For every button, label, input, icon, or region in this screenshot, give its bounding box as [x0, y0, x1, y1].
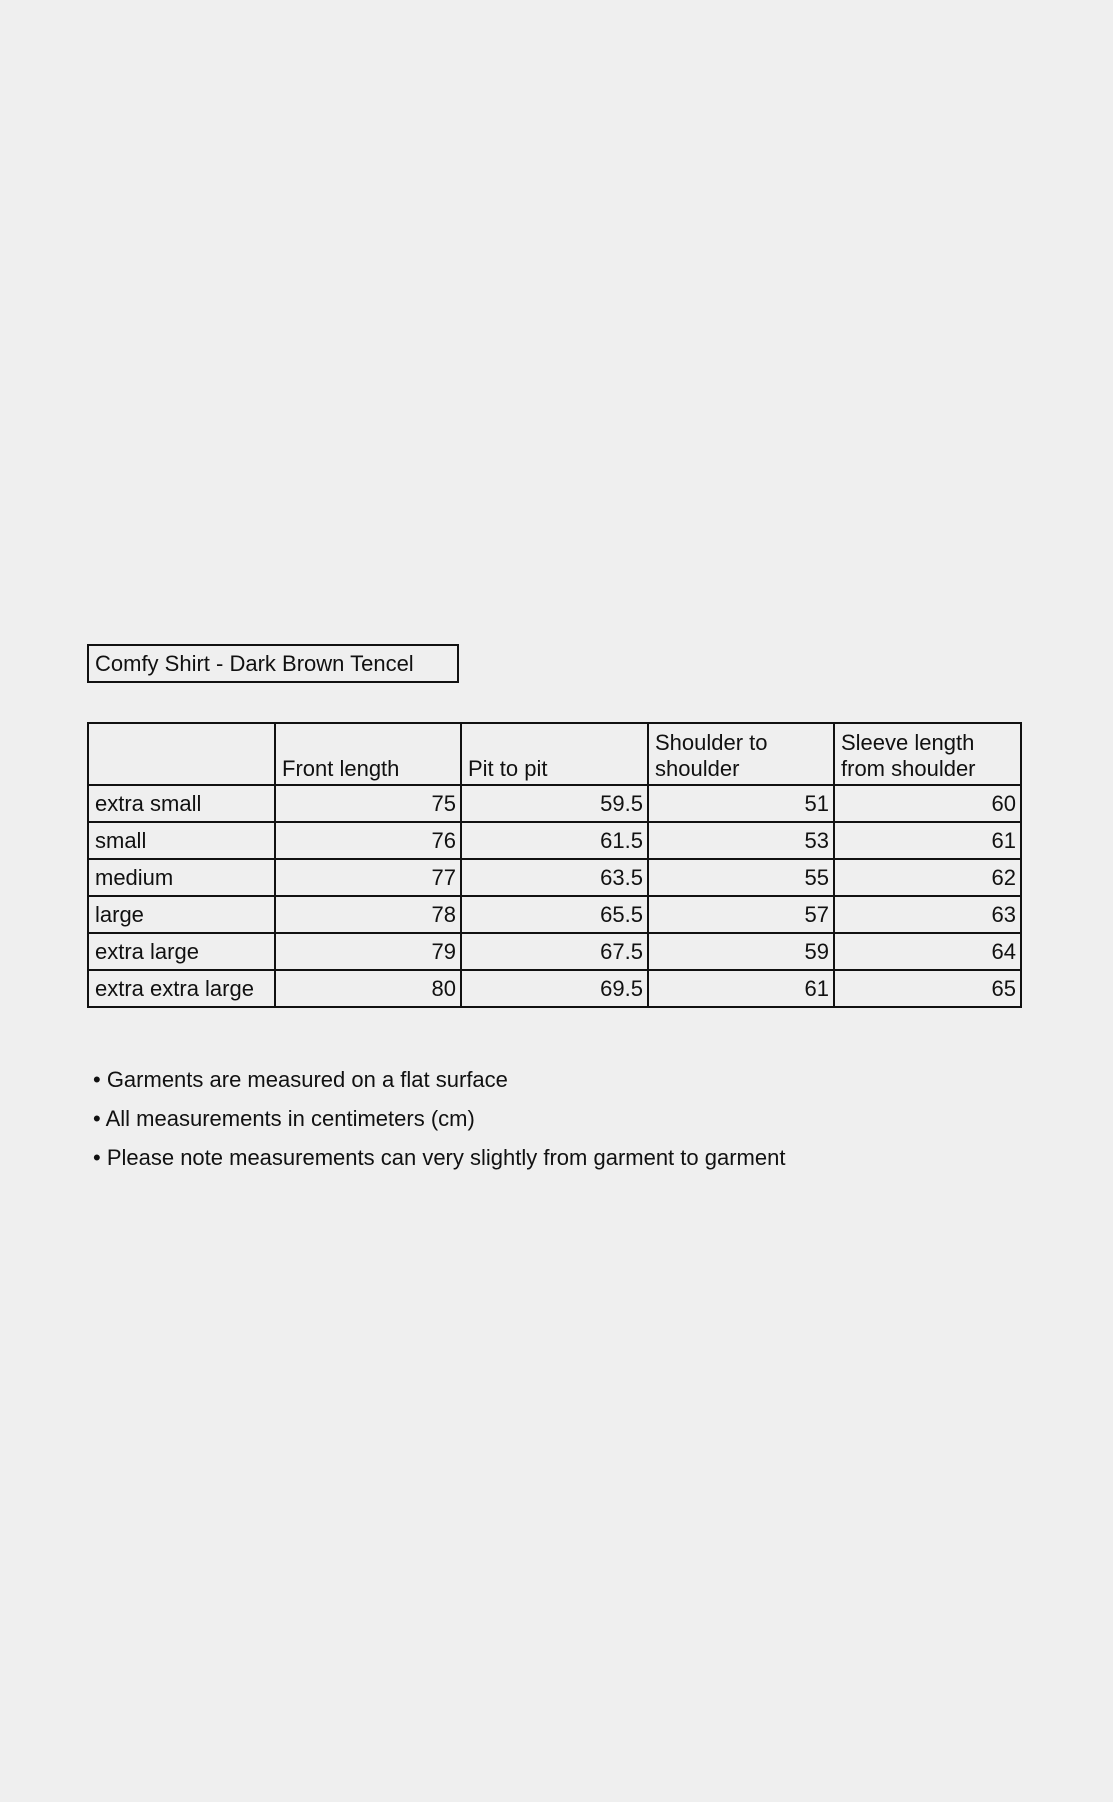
- header-shoulder-to-shoulder: Shoulder to shoulder: [648, 723, 834, 785]
- pit-to-pit-value: 69.5: [461, 970, 648, 1007]
- shoulder-to-shoulder-value: 55: [648, 859, 834, 896]
- size-label: extra small: [88, 785, 275, 822]
- table-row: [88, 896, 1021, 933]
- front-length-value: 75: [275, 785, 461, 822]
- size-label: small: [88, 822, 275, 859]
- table-row: [88, 859, 1021, 896]
- sleeve-length-value: 60: [834, 785, 1021, 822]
- front-length-value: 80: [275, 970, 461, 1007]
- sleeve-length-value: 63: [834, 896, 1021, 933]
- size-chart-table: [87, 722, 1022, 1008]
- pit-to-pit-value: 63.5: [461, 859, 648, 896]
- sleeve-length-value: 65: [834, 970, 1021, 1007]
- shoulder-to-shoulder-value: 57: [648, 896, 834, 933]
- size-label: extra extra large: [88, 970, 275, 1007]
- header-sleeve-length: Sleeve length from shoulder: [834, 723, 1021, 785]
- shoulder-to-shoulder-value: 53: [648, 822, 834, 859]
- pit-to-pit-value: 61.5: [461, 822, 648, 859]
- header-front-length: Front length: [275, 723, 461, 785]
- front-length-value: 78: [275, 896, 461, 933]
- header-pit-to-pit: Pit to pit: [461, 723, 648, 785]
- header-size: [88, 723, 275, 785]
- front-length-value: 76: [275, 822, 461, 859]
- size-label: medium: [88, 859, 275, 896]
- note-item: • Please note measurements can very slightly from garment to garment: [93, 1145, 786, 1170]
- measurement-notes: [93, 1062, 785, 1179]
- sleeve-length-value: 62: [834, 859, 1021, 896]
- sleeve-length-value: 61: [834, 822, 1021, 859]
- note-item: • Garments are measured on a flat surface: [93, 1067, 508, 1092]
- size-label: large: [88, 896, 275, 933]
- table-row: [88, 970, 1021, 1007]
- sleeve-length-value: 64: [834, 933, 1021, 970]
- note-item: • All measurements in centimeters (cm): [93, 1106, 475, 1131]
- front-length-value: 77: [275, 859, 461, 896]
- shoulder-to-shoulder-value: 61: [648, 970, 834, 1007]
- shoulder-to-shoulder-value: 59: [648, 933, 834, 970]
- size-label: extra large: [88, 933, 275, 970]
- pit-to-pit-value: 65.5: [461, 896, 648, 933]
- shoulder-to-shoulder-value: 51: [648, 785, 834, 822]
- table-header-row: [88, 723, 1021, 785]
- table-row: [88, 785, 1021, 822]
- product-title: Comfy Shirt - Dark Brown Tencel: [87, 644, 459, 683]
- front-length-value: 79: [275, 933, 461, 970]
- table-row: [88, 933, 1021, 970]
- pit-to-pit-value: 59.5: [461, 785, 648, 822]
- pit-to-pit-value: 67.5: [461, 933, 648, 970]
- table-row: [88, 822, 1021, 859]
